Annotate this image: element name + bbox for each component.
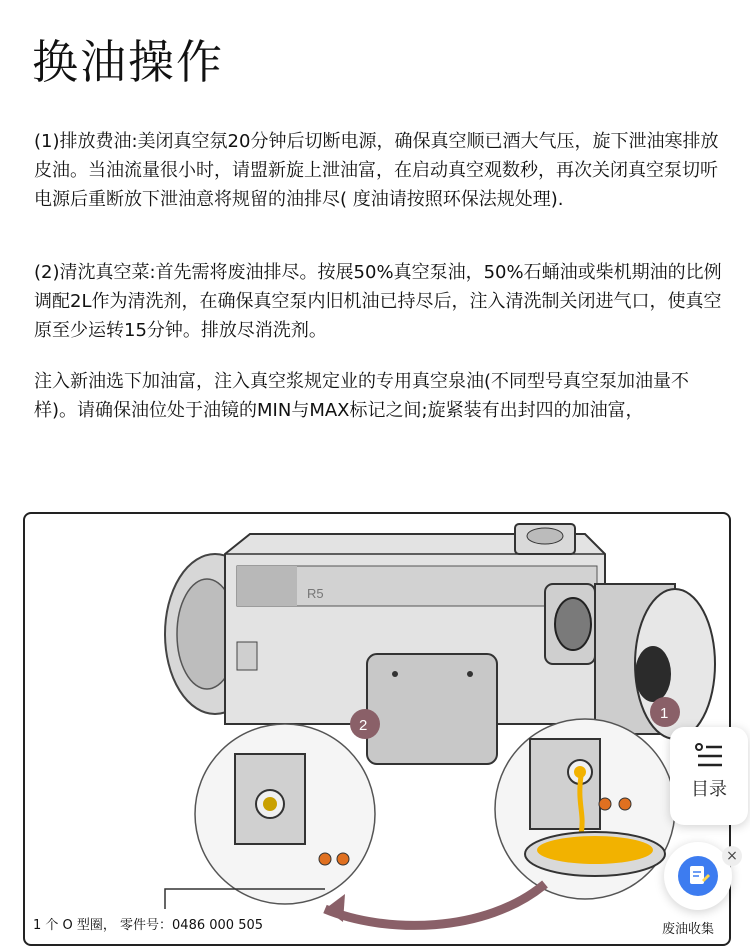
paragraph-clean-pump: (2)清沈真空菜:首先需将废油排尽。按展50%真空泵油，50%石蛹油或柴机期油的比例调配2L作为清洗剂，在确保真空泵内旧机油已持尽后，注入清洗制关闭进气口，使真空原至少运转15分钟。排放尽消洗剂。 xyxy=(34,262,722,341)
waste-oil-caption: 废油收集 xyxy=(662,922,715,937)
table-of-contents-button[interactable] xyxy=(670,727,748,825)
pump-model-label: R5 xyxy=(307,586,324,601)
o-ring-part-caption: 1 个 O 型圈， 零件号：0486 000 505 xyxy=(33,918,264,933)
paragraph-drain-oil: (1)排放费油:美闭真空氛20分钟后切断电源，确保真空顺已酒大气压，旋下泄油寒排放皮油。当油流量很小时，请盟新旋上泄油富，在启动真空观数秒，再次关闭真空泵切听电源后重断放下泄油意将规留的油排尽( 度油请按照环保法规处理). xyxy=(34,131,719,210)
list-icon xyxy=(694,743,724,769)
paragraph-add-new-oil: 注入新油选下加油富，注入真空浆规定业的专用真空泉油(不同型号真空泵加油量不样)。请确保油位处于油镜的MIN与MAX标记之间;旋紧装有出封四的加油富， xyxy=(34,371,690,421)
step-number-1: 1 xyxy=(660,705,669,722)
page-title: 换油操作 xyxy=(32,35,224,89)
step-number-2: 2 xyxy=(359,717,368,734)
vacuum-pump-drawing xyxy=(25,514,729,944)
toc-label: 目录 xyxy=(691,779,727,800)
close-icon[interactable]: × xyxy=(722,846,742,866)
oil-change-illustration xyxy=(23,512,731,946)
